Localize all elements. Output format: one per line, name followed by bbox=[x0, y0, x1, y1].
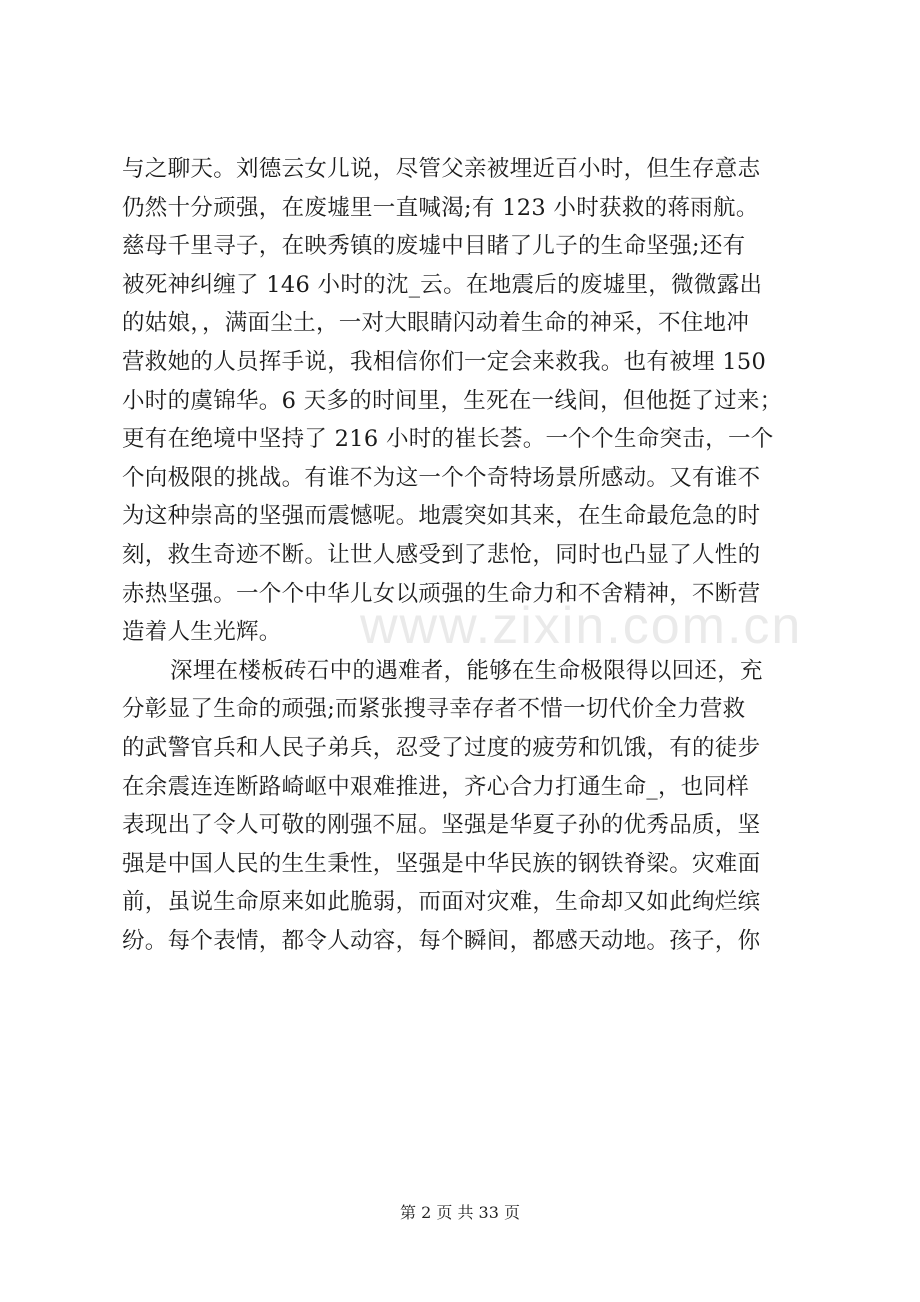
text-line: 仍然十分顽强，在废墟里一直喊渴;有 123 小时获救的蒋雨航。 bbox=[122, 194, 759, 221]
text-line: 为这种崇高的坚强而震憾呢。地震突如其来，在生命最危急的时 bbox=[122, 503, 761, 530]
text-line: 的姑娘，，满面尘土，一对大眼睛闪动着生命的神采，不住地冲 bbox=[122, 310, 750, 337]
text-line: 被死神纠缠了 146 小时的沈_云。在地震后的废墟里，微微露出 bbox=[122, 271, 763, 298]
body-text bbox=[122, 150, 812, 960]
text-line: 刻，救生奇迹不断。让世人感受到了悲怆，同时也凸显了人性的 bbox=[122, 541, 761, 568]
text-line: 个向极限的挑战。有谁不为这一个个奇特场景所感动。又有谁不 bbox=[122, 464, 761, 491]
text-line: 强是中国人民的生生秉性，坚强是中华民族的钢铁脊梁。灾难面 bbox=[122, 850, 761, 877]
text-line: 前，虽说生命原来如此脆弱，而面对灾难，生命却又如此绚烂缤 bbox=[122, 889, 761, 916]
text-line: 的武警官兵和人民子弟兵，忍受了过度的疲劳和饥饿，有的徒步 bbox=[122, 734, 761, 761]
text-line: 纷。每个表情，都令人动容，每个瞬间，都感天动地。孩子，你 bbox=[122, 927, 761, 954]
text-line: 分彰显了生命的顽强;而紧张搜寻幸存者不惜一切代价全力营救 bbox=[122, 696, 746, 723]
watermark: www.zixin.com.cn bbox=[360, 597, 803, 655]
text-line: 与之聊天。刘德云女儿说，尽管父亲被埋近百小时，但生存意志 bbox=[122, 156, 761, 182]
text-line: 赤热坚强。一个个中华儿女以顽强的生命力和不舍精神，不断营 bbox=[122, 580, 761, 607]
text-line: 小时的虞锦华。6 天多的时间里，生死在一线间，但他挺了过来； bbox=[122, 387, 783, 414]
text-line: 慈母千里寻子，在映秀镇的废墟中目睹了儿子的生命坚强;还有 bbox=[122, 233, 746, 260]
page-footer: 第 2 页 共 33 页 bbox=[400, 1203, 520, 1222]
text-line: 造着人生光辉。 bbox=[122, 619, 282, 646]
text-line-paragraph-start: 深埋在楼板砖石中的遇难者，能够在生命极限得以回还，充 bbox=[170, 657, 763, 684]
text-line: 营救她的人员挥手说，我相信你们一定会来救我。也有被埋 150 bbox=[122, 348, 767, 375]
text-line: 更有在绝境中坚持了 216 小时的崔长荟。一个个生命突击，一个 bbox=[122, 426, 774, 453]
text-line: 在余震连连断路崎岖中艰难推进，齐心合力打通生命_，也同样 bbox=[122, 773, 750, 800]
text-line: 表现出了令人可敬的刚强不屈。坚强是华夏子孙的优秀品质，坚 bbox=[122, 812, 761, 839]
